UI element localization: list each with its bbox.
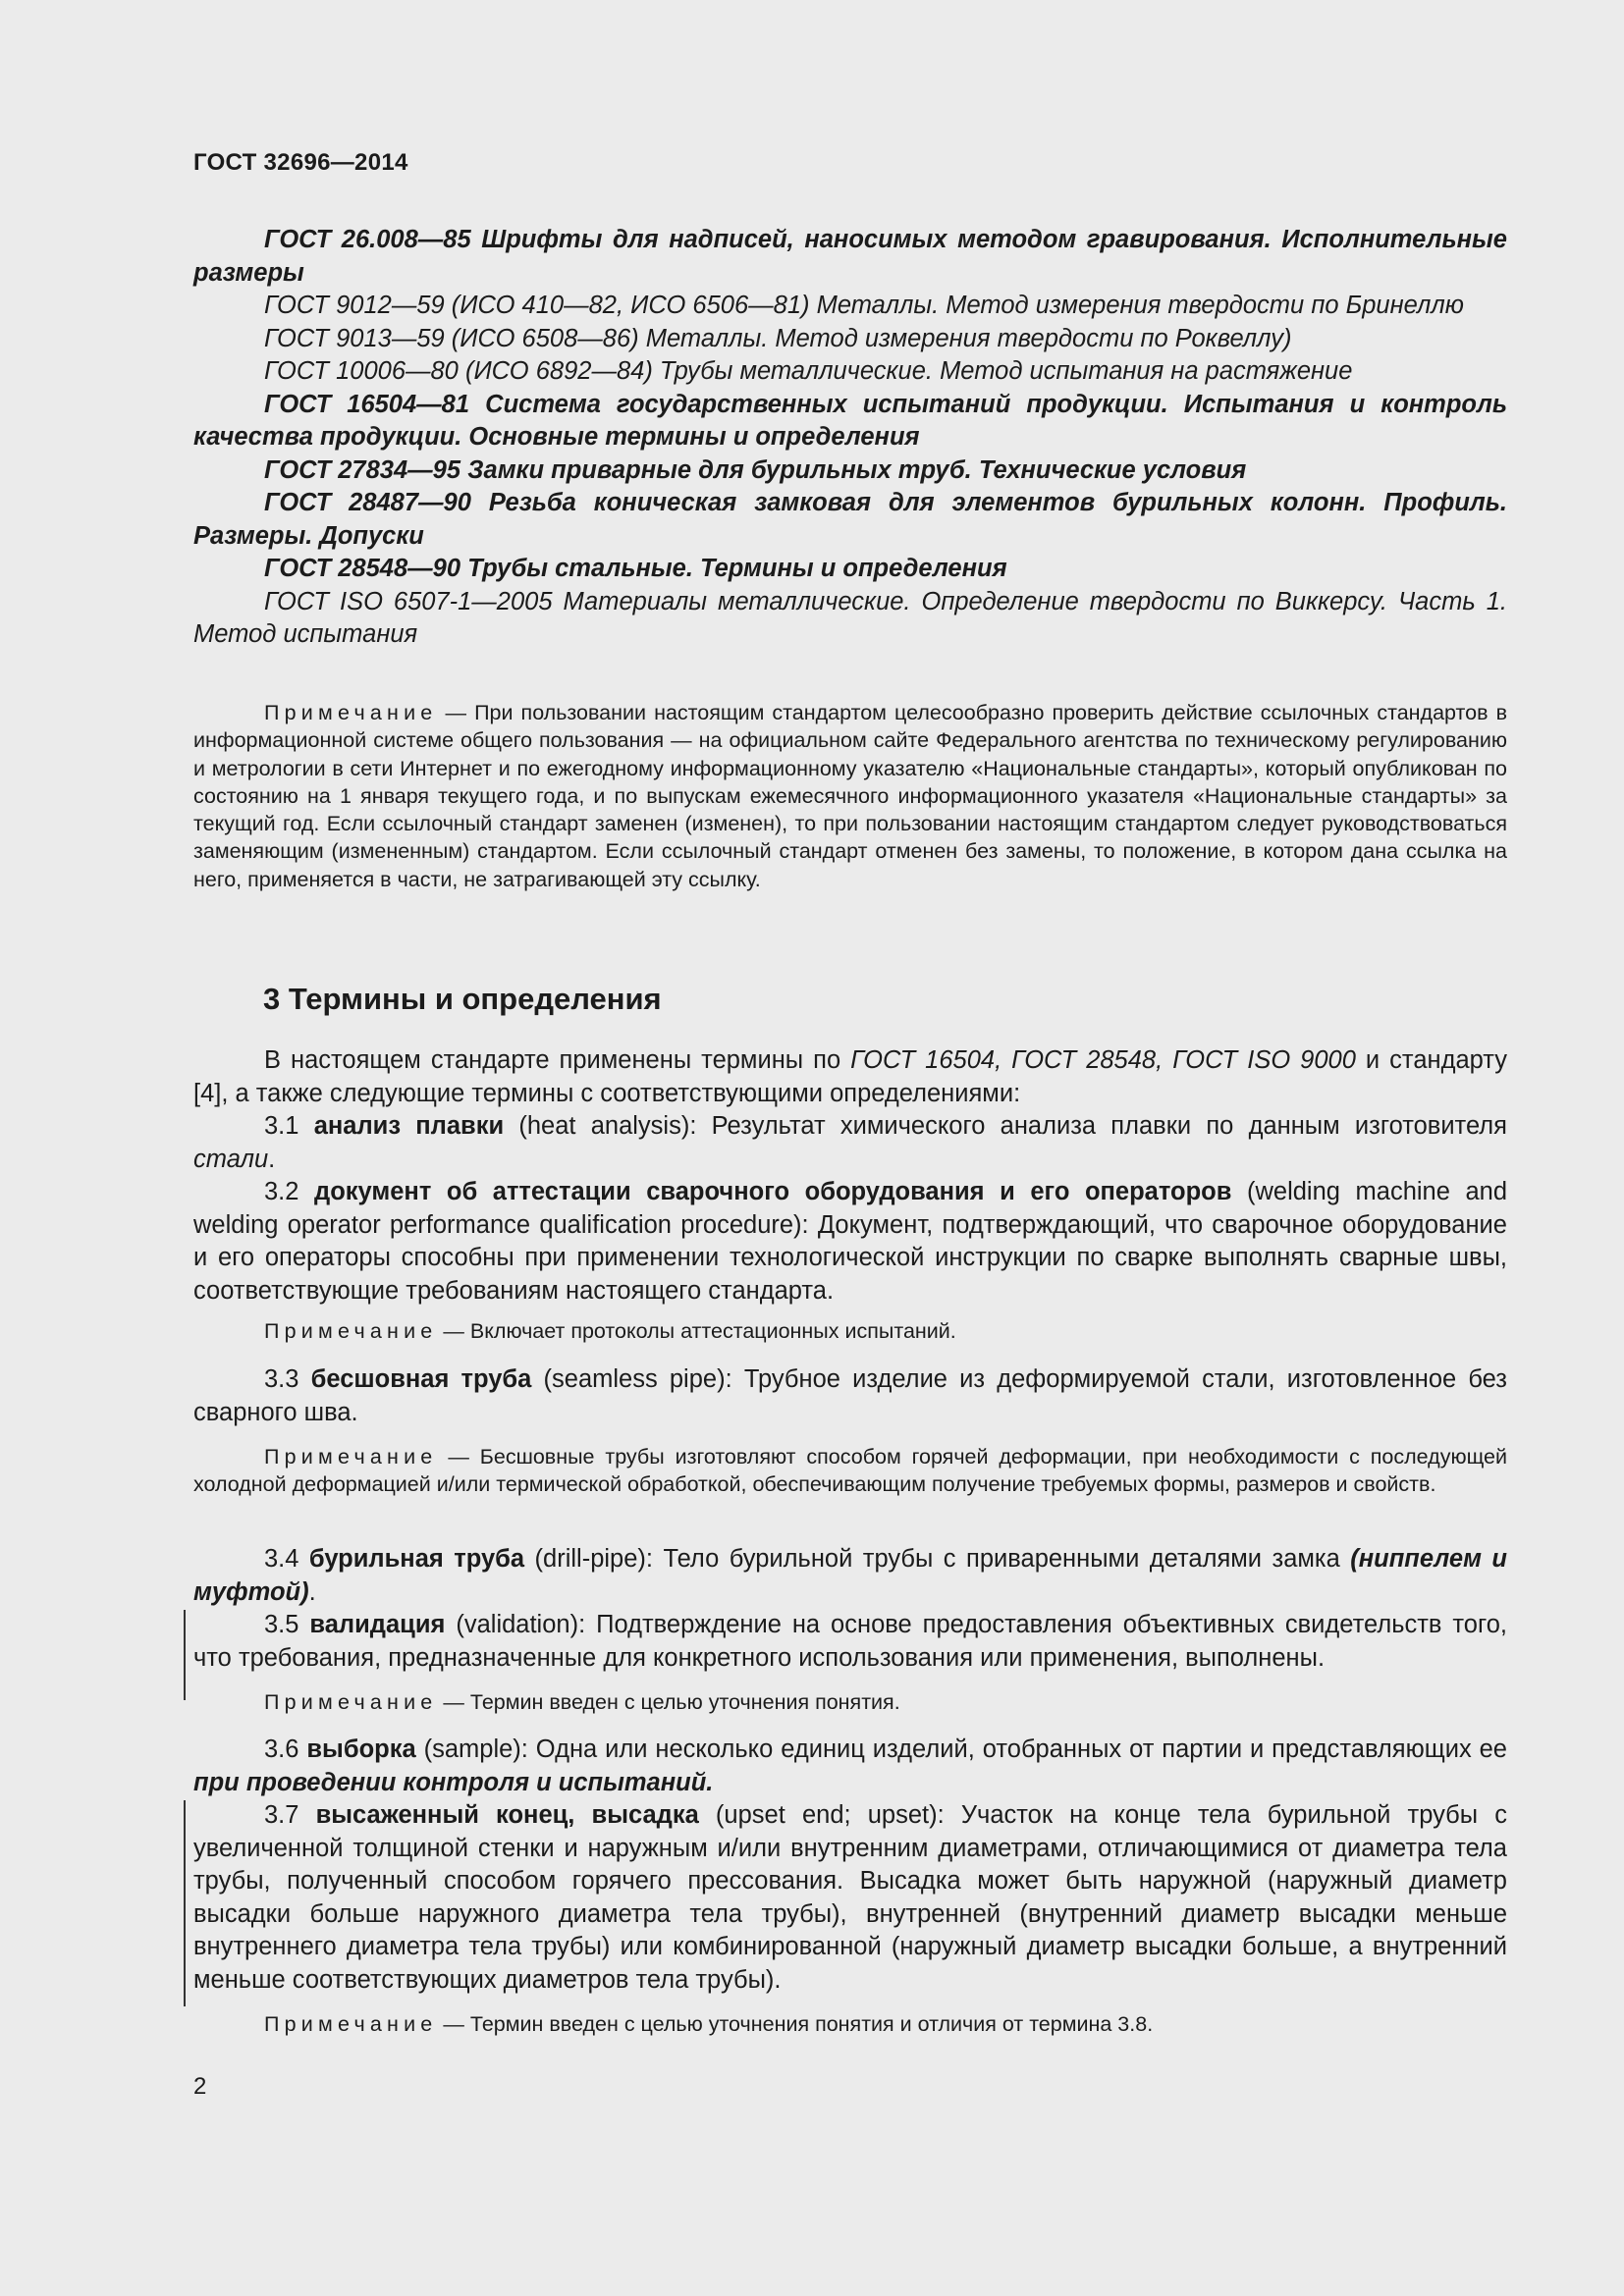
reference-item [193, 224, 1507, 290]
reference-title: Металлы. Метод измерения твердости по Роквеллу) [645, 324, 1292, 352]
change-bar [184, 1800, 186, 2006]
note-label: Примечание [264, 1445, 438, 1468]
reference-item [193, 323, 1507, 356]
terms-3-4-3-5 [193, 1543, 1507, 1675]
reference-code: ГОСТ ISO 6507-1—2005 [264, 587, 553, 615]
note-text: Термин введен с целью уточнения понятия и отличия от термина 3.8. [469, 2012, 1154, 2036]
reference-code: ГОСТ 28548—90 [264, 555, 461, 582]
reference-item [193, 454, 1507, 488]
note-text: Включает протоколы аттестационных испытаний. [469, 1319, 956, 1343]
terms-3-6-3-7 [193, 1734, 1507, 1997]
section-intro: В настоящем стандарте применены термины по ГОСТ 16504, ГОСТ 28548, ГОСТ ISO 9000 и стандарту [4], а также следующие термины с соответствующими определениями: [193, 1046, 1507, 1107]
note-text: Термин введен с целью уточнения понятия. [469, 1690, 900, 1714]
reference-item [193, 290, 1507, 323]
reference-item [193, 487, 1507, 553]
section-title: 3 Термины и определения [263, 982, 662, 1016]
page-number: 2 [193, 2073, 207, 2100]
note-label: Примечание [264, 1690, 438, 1714]
reference-title: Система государственных испытаний продукции. Испытания и контроль качества продукции. Основные термины и определения [193, 390, 1508, 451]
term-name: бурильная труба [308, 1545, 525, 1573]
term-3-4: 3.4 бурильная труба (drill-pipe): Тело бурильной трубы с приваренными деталями замка (ниппелем и муфтой). [193, 1545, 1507, 1606]
note-label: Примечание [264, 2012, 438, 2036]
term-3-3-block [193, 1363, 1507, 1429]
note-text: При пользовании настоящим стандартом целесообразно проверить действие ссылочных стандартов в информационной системе общего пользования — на официальном сайте Федерального агентства по техническому регулированию и метрологии в сети Интернет и по ежегодному информационному указателю «Национальные стандарты», который опубликован по состоянию на 1 января текущего года, и по выпускам ежемесячного информационного указателя «Национальные стандарты» за текущий год. Если ссылочный стандарт заменен (изменен), то при пользовании настоящим стандартом следует руководствоваться заменяющим (измененным) стандартом. Если ссылочный стандарт отменен без замены, то положение, в котором дана ссылка на него, применяется в части, не затрагивающей эту ссылку. [193, 701, 1507, 891]
term-name: высаженный конец, высадка [315, 1801, 699, 1829]
term-name: анализ плавки [313, 1112, 505, 1140]
reference-title: Шрифты для надписей, наносимых методом гравирования. Исполнительные размеры [193, 226, 1507, 287]
term-3-1: 3.1 анализ плавки (heat analysis): Результат химического анализа плавки по данным изготовителя стали. [193, 1112, 1507, 1173]
term-name: выборка [306, 1735, 416, 1763]
term-3-5: 3.5 валидация (validation): Подтверждение на основе предоставления объективных свидетельств того, что требования, предназначенные для конкретного использования или применения, выполнены. [193, 1611, 1507, 1672]
references-note: Примечание — При пользовании настоящим стандартом целесообразно проверить действие ссылочных стандартов в информационной системе общего пользования — на официальном сайте Федерального агентства по техническому регулированию и метрологии в сети Интернет и по ежегодному информационному указателю «Национальные стандарты», который опубликован по состоянию на 1 января текущего года, и по выпускам ежемесячного информационного указателя «Национальные стандарты» за текущий год. Если ссылочный стандарт заменен (изменен), то при пользовании настоящим стандартом следует руководствоваться заменяющим (измененным) стандартом. Если ссылочный стандарт отменен без замены, то положение, в котором дана ссылка на него, применяется в части, не затрагивающей эту ссылку. [193, 701, 1507, 891]
reference-title: Металлы. Метод измерения твердости по Бринеллю [816, 292, 1464, 319]
term-3-6: 3.6 выборка (sample): Одна или несколько единиц изделий, отобранных от партии и представляющих ее при проведении контроля и испытаний. [193, 1735, 1507, 1796]
note-text: Бесшовные трубы изготовляют способом горячей деформации, при необходимости с последующей холодной деформацией и/или термической обработкой, обеспечивающим получение требуемых формы, размеров и свойств. [193, 1445, 1507, 1497]
change-bar [184, 1610, 186, 1700]
term-3-7: 3.7 высаженный конец, высадка (upset end; upset): Участок на конце тела бурильной трубы с увеличенной толщиной стенки и наружным и/или внутренним диаметрами, отличающимися от диаметра тела трубы, полученный способом горячего прессования. Высадка может быть наружной (наружный диаметр высадки больше наружного диаметра тела трубы), внутренней (внутренний диаметр высадки меньше внутреннего диаметра тела трубы) или комбинированной (наружный диаметр высадки больше, а внутренний меньше соответствующих диаметров тела трубы). [193, 1801, 1507, 1994]
note-label: Примечание [264, 1319, 438, 1343]
reference-code: ГОСТ 10006—80 (ИСО 6892—84) [264, 357, 653, 385]
reference-item [193, 355, 1507, 389]
term-3-2: 3.2 документ об аттестации сварочного оборудования и его операторов (welding machine and welding operator performance qualification procedure): Документ, подтверждающий, что сварочное оборудование и его операторы способны при применении технологической инструкции по сварке выполнять сварные швы, соответствующие требованиям настоящего стандарта. [193, 1178, 1508, 1305]
term-name: бесшовная труба [310, 1365, 532, 1393]
reference-title: Трубы металлические. Метод испытания на растяжение [659, 357, 1353, 385]
section-body-part-1 [193, 1044, 1507, 1308]
reference-code: ГОСТ 9012—59 (ИСО 410—82, ИСО 6506—81) [264, 292, 810, 319]
reference-code: ГОСТ 26.008—85 [264, 226, 471, 253]
reference-code: ГОСТ 27834—95 [264, 455, 461, 484]
reference-title: Замки приварные для бурильных труб. Технические условия [467, 455, 1247, 484]
normative-references-list [193, 224, 1507, 652]
document-header: ГОСТ 32696—2014 [193, 149, 408, 176]
reference-code: ГОСТ 9013—59 (ИСО 6508—86) [264, 324, 639, 352]
note-label: Примечание [264, 701, 438, 724]
note-3-7: Примечание — Термин введен с целью уточнения понятия и отличия от термина 3.8. [264, 2012, 1154, 2036]
reference-item [193, 586, 1507, 652]
reference-code: ГОСТ 16504—81 [264, 390, 470, 418]
term-name: валидация [309, 1611, 446, 1638]
term-name: документ об аттестации сварочного оборудования и его операторов [314, 1178, 1232, 1205]
term-3-3: 3.3 бесшовная труба (seamless pipe): Трубное изделие из деформируемой стали, изготовленное без сварного шва. [193, 1365, 1507, 1426]
reference-item [193, 389, 1507, 454]
note-3-5: Примечание — Термин введен с целью уточнения понятия. [264, 1690, 900, 1714]
reference-title: Материалы металлические. Определение твердости по Виккерсу. Часть 1. Метод испытания [193, 587, 1507, 648]
reference-item [193, 553, 1507, 586]
note-3-3: Примечание — Бесшовные трубы изготовляют способом горячей деформации, при необходимости с последующей холодной деформацией и/или термической обработкой, обеспечивающим получение требуемых формы, размеров и свойств. [193, 1445, 1507, 1497]
reference-code: ГОСТ 28487—90 [264, 489, 471, 516]
note-3-2: Примечание — Включает протоколы аттестационных испытаний. [264, 1319, 956, 1343]
reference-title: Резьба коническая замковая для элементов бурильных колонн. Профиль. Размеры. Допуски [193, 489, 1508, 550]
reference-title: Трубы стальные. Термины и определения [467, 555, 1007, 582]
